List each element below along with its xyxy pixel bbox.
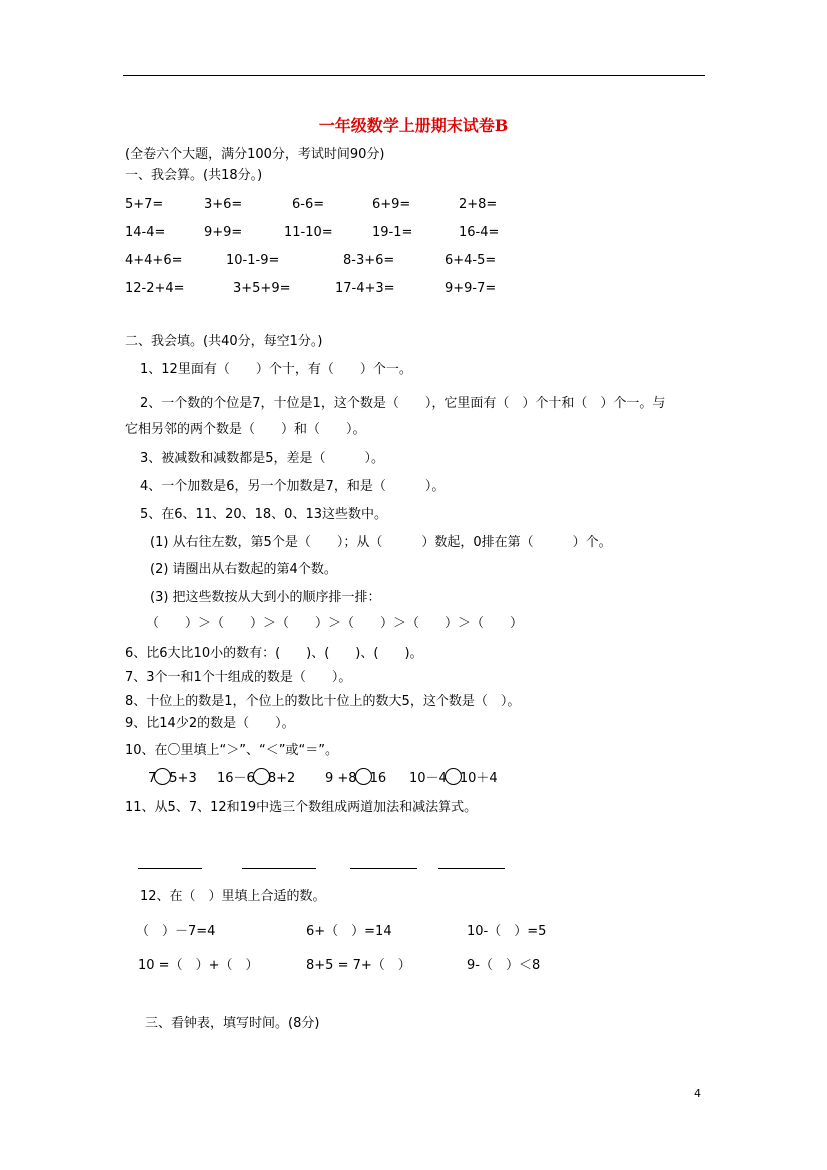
fill-item: 9-（ ）＜8 (467, 958, 541, 973)
calc-item: 9+9= (204, 225, 243, 240)
compare-item: 10－4 10＋4 (409, 768, 498, 787)
answer-blank[interactable] (242, 862, 316, 878)
question-2-cont: 它相另邻的两个数是（ ）和（ ）。 (125, 422, 366, 437)
question-4: 4、一个加数是6，另一个加数是7，和是（ ）。 (140, 479, 445, 494)
calc-item: 8-3+6= (343, 253, 395, 268)
section3-heading: 三、看钟表，填写时间。(8分) (145, 1016, 320, 1031)
answer-blank[interactable] (438, 862, 505, 878)
ordering-row: （ ）＞（ ）＞（ ）＞（ ）＞（ ）＞（ ） (146, 616, 524, 631)
header-rule (123, 75, 705, 76)
calc-item: 16-4= (459, 225, 500, 240)
question-7: 7、3个一和1个十组成的数是（ ）。 (125, 670, 352, 685)
question-5-2: (2) 请圈出从右数起的第4个数。 (150, 562, 337, 577)
calc-item: 10-1-9= (226, 253, 280, 268)
calc-item: 19-1= (372, 225, 413, 240)
question-10: 10、在〇里填上“＞”、“＜”或“＝”。 (125, 743, 338, 758)
calc-item: 6-6= (292, 197, 325, 212)
calc-item: 4+4+6= (125, 253, 183, 268)
calc-item: 5+7= (125, 197, 164, 212)
calc-item: 2+8= (459, 197, 498, 212)
question-2: 2、一个数的个位是7，十位是1，这个数是（ ），它里面有（ ）个十和（ ）个一。与 (140, 396, 666, 411)
answer-blank[interactable] (350, 862, 417, 878)
calc-item: 6+9= (372, 197, 411, 212)
section2-heading: 二、我会填。(共40分，每空1分。) (125, 334, 323, 349)
compare-item: 9 +8 16 (325, 768, 386, 787)
calc-item: 9+9-7= (445, 281, 497, 296)
fill-item: 6+（ ）=14 (306, 924, 392, 939)
compare-item: 16－6 8+2 (217, 768, 295, 787)
calc-item: 12-2+4= (125, 281, 185, 296)
section1-heading: 一、我会算。(共18分。) (125, 168, 263, 183)
calc-item: 3+6= (204, 197, 243, 212)
fill-item: 10-（ ）=5 (467, 924, 547, 939)
question-5-3: (3) 把这些数按从大到小的顺序排一排： (150, 590, 381, 605)
question-6: 6、比6大比10小的数有：( )、( )、( )。 (125, 646, 423, 661)
question-8: 8、十位上的数是1，个位上的数比十位上的数大5，这个数是（ ）。 (125, 694, 521, 709)
calc-item: 14-4= (125, 225, 166, 240)
fill-item: 10 =（ ）+（ ） (138, 958, 259, 973)
page-number: 4 (694, 1087, 701, 1100)
calc-item: 6+4-5= (445, 253, 497, 268)
fill-item: （ ）－7=4 (136, 924, 216, 939)
calc-item: 11-10= (284, 225, 333, 240)
calc-item: 3+5+9= (233, 281, 291, 296)
page-title: 一年级数学上册期末试卷B (318, 116, 509, 135)
question-12: 12、在（ ）里填上合适的数。 (140, 889, 326, 904)
question-5-1: (1) 从右往左数，第5个是（ ）；从（ ）数起，0排在第（ ）个。 (150, 535, 612, 550)
question-11: 11、从5、7、12和19中选三个数组成两道加法和减法算式。 (125, 800, 478, 815)
question-9: 9、比14少2的数是（ ）。 (125, 716, 295, 731)
compare-item: 7 5+3 (148, 768, 197, 787)
answer-blank[interactable] (138, 862, 202, 878)
question-3: 3、被减数和减数都是5，差是（ ）。 (140, 451, 385, 466)
question-5: 5、在6、11、20、18、0、13这些数中。 (140, 507, 387, 522)
question-1: 1、12里面有（ ）个十，有（ ）个一。 (140, 362, 412, 377)
calc-item: 17-4+3= (335, 281, 395, 296)
fill-item: 8+5 = 7+（ ） (306, 958, 411, 973)
exam-info: (全卷六个大题，满分100分，考试时间90分) (125, 147, 385, 162)
